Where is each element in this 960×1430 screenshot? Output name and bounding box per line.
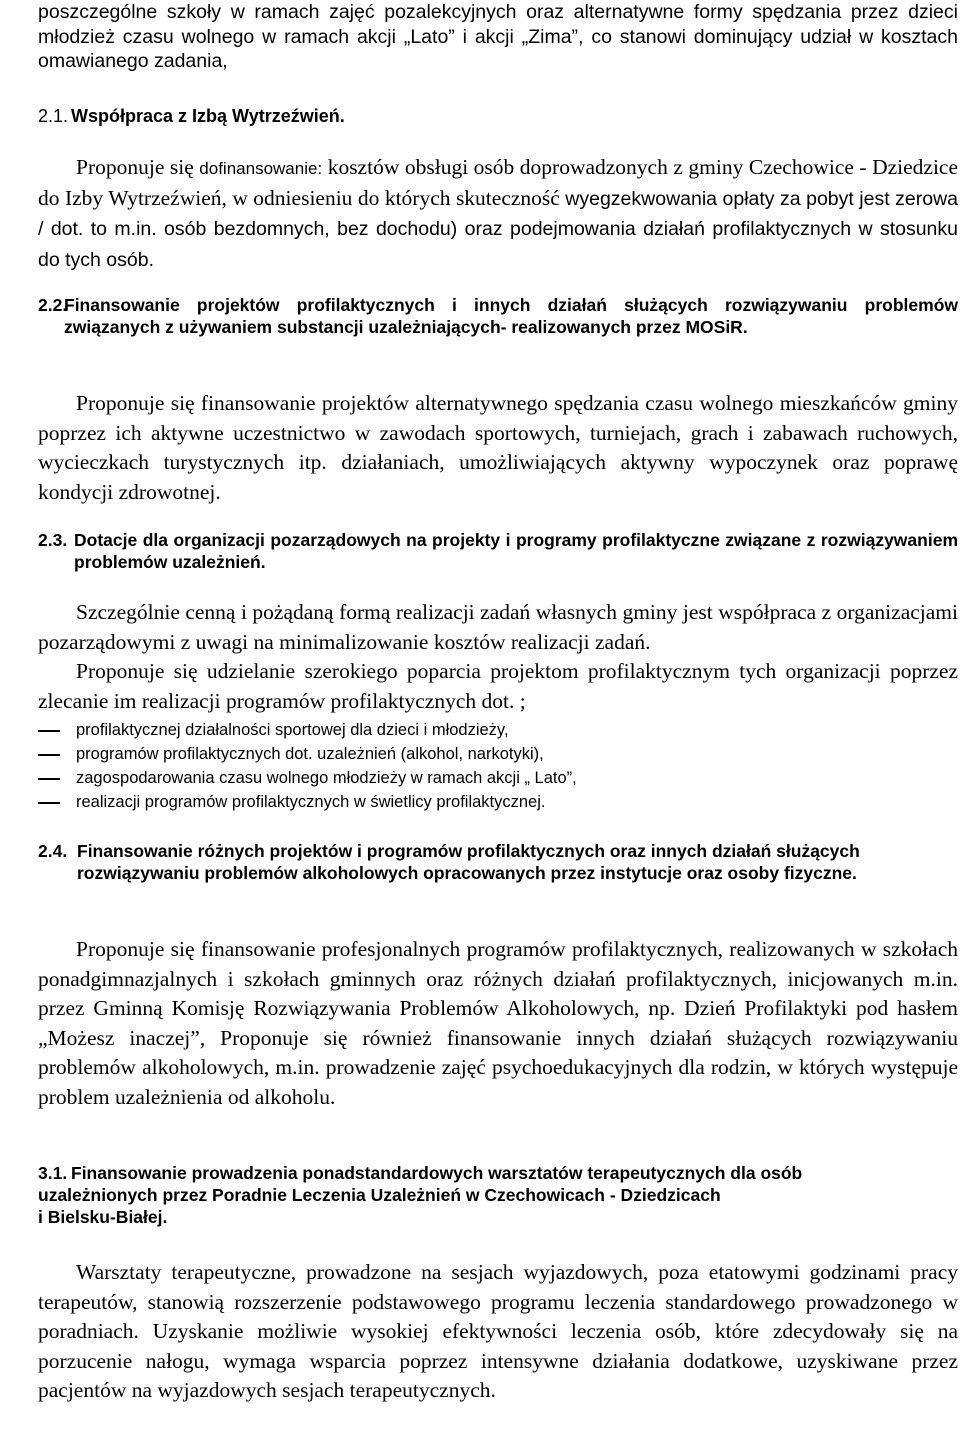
intro-paragraph: poszczególne szkoły w ramach zajęć pozalekcyjnych oraz alternatywne formy spędzania przez dzieci młodzież czasu wolnego w ramach akcji „Lato” i akcji „Zima”, co stanowi dominujący udział w kosztach omawianego zadania, xyxy=(38,1,958,72)
lead-small: dofinansowanie: xyxy=(199,159,323,178)
section-number: 2.1. xyxy=(38,106,69,126)
section-number: 3.1. xyxy=(38,1163,68,1183)
section-3-1-heading xyxy=(38,1162,958,1228)
list-item xyxy=(0,766,958,790)
section-2-2-heading xyxy=(38,294,958,338)
dash-bullet xyxy=(0,718,76,742)
section-2-4-body: Proponuje się finansowanie profesjonalnych programów profilaktycznych, realizowanych w szkołach ponadgimnazjalnych i szkołach gminnych oraz różnych działań profilaktycznych, inicjowanych m.in. przez Gminną Komisję Rozwiązywania Problemów Alkoholowych, np. Dzień Profilaktyki pod hasłem „Możesz inaczej”, Proponuje się również finansowanie innych działań służących rozwiązywaniu problemów alkoholowych, m.in. prowadzenie zajęć psychoedukacyjnych dla rodzin, w których występuje problem uzależnienia od alkoholu. xyxy=(38,937,958,1109)
dash-bullet xyxy=(0,766,76,790)
list-item xyxy=(0,742,958,766)
section-title: Finansowanie projektów profilaktycznych i innych działań służących rozwiązywaniu problemów związanych z używaniem substancji uzależniających- realizowanych przez MOSiR. xyxy=(64,295,958,337)
list-item xyxy=(0,718,958,742)
section-2-3-body-2: Proponuje się udzielanie szerokiego poparcia projektom profilaktycznym tych organizacji poprzez zlecanie im realizacji programów profilaktycznych dot. ; xyxy=(38,659,958,713)
section-title: Współpraca z Izbą Wytrzeźwień. xyxy=(71,106,345,126)
section-number: 2.3. xyxy=(38,530,68,550)
dash-bullet xyxy=(0,790,76,814)
list-item-text: zagospodarowania czasu wolnego młodzieży w ramach akcji „ Lato”, xyxy=(76,769,577,787)
body-text-2: wyegzekwowania opłaty za pobyt jest zerowa / dot. to m.in. osób bezdomnych, bez dochodu) oraz podejmowania działań profilaktycznych w stosunku do tych osób. xyxy=(38,187,959,271)
section-number: 2.2. xyxy=(38,295,68,315)
list-item-text: profilaktycznej działalności sportowej dla dzieci i młodzieży, xyxy=(76,721,509,739)
section-title: Dotacje dla organizacji pozarządowych na projekty i programy profilaktyczne związane z rozwiązywaniem problemów uzależnień. xyxy=(74,530,958,572)
section-3-1-body: Warsztaty terapeutyczne, prowadzone na sesjach wyjazdowych, poza etatowymi godzinami pracy terapeutów, stanowią rozszerzenie podstawowego programu leczenia standardowego prowadzonego w poradniach. Uzyskanie możliwie wysokiej efektywności leczenia osób, które zdecydowały się na porzucenie nałogu, wymaga wsparcia poprzez intensywne działania dodatkowe, uzyskiwane przez pacjentów na wyjazdowych sesjach terapeutycznych. xyxy=(38,1260,958,1402)
section-2-3-body-1: Szczególnie cenną i pożądaną formą realizacji zadań własnych gminy jest współpraca z organizacjami pozarządowymi z uwagi na minimalizowanie kosztów realizacji zadań. xyxy=(38,600,958,654)
section-2-1-body xyxy=(38,153,958,275)
section-2-1-heading xyxy=(38,105,958,127)
section-title-line-2: uzależnionych przez Poradnie Leczenia Uzależnień w Czechowicach - Dziedzicach xyxy=(38,1185,721,1205)
list-item-text: programów profilaktycznych dot. uzależnień (alkohol, narkotyki), xyxy=(76,745,544,763)
dash-bullet xyxy=(0,742,76,766)
body-text: kosztów obsługi osób doprowadzonych z gminy Czechowice - Dziedzice do Izby Wytrzeźwień, w odniesieniu do których skuteczność xyxy=(38,155,959,210)
section-title-line-1: Finansowanie prowadzenia ponadstandardowych warsztatów terapeutycznych dla osób xyxy=(71,1163,803,1183)
section-title: Finansowanie różnych projektów i programów profilaktycznych oraz innych działań służących rozwiązywaniu problemów alkoholowych opracowanych przez instytucje oraz osoby fizyczne. xyxy=(77,841,860,883)
list-item-text: realizacji programów profilaktycznych w świetlicy profilaktycznej. xyxy=(76,793,546,811)
section-2-2-body: Proponuje się finansowanie projektów alternatywnego spędzania czasu wolnego mieszkańców gminy poprzez ich aktywne uczestnictwo w zawodach sportowych, turniejach, grach i zabawach ruchowych, wycieczkach turystycznych itp. działaniach, umożliwiających aktywny wypoczynek oraz poprawę kondycji zdrowotnej. xyxy=(38,391,958,504)
lead-text: Proponuje się xyxy=(76,155,194,179)
list-item xyxy=(0,790,958,814)
section-2-4-heading xyxy=(38,840,958,884)
section-number: 2.4. xyxy=(38,841,68,861)
section-2-3-heading xyxy=(38,529,958,573)
section-title-line-3: i Bielsku-Białej. xyxy=(38,1207,168,1227)
dash-list xyxy=(0,718,958,814)
